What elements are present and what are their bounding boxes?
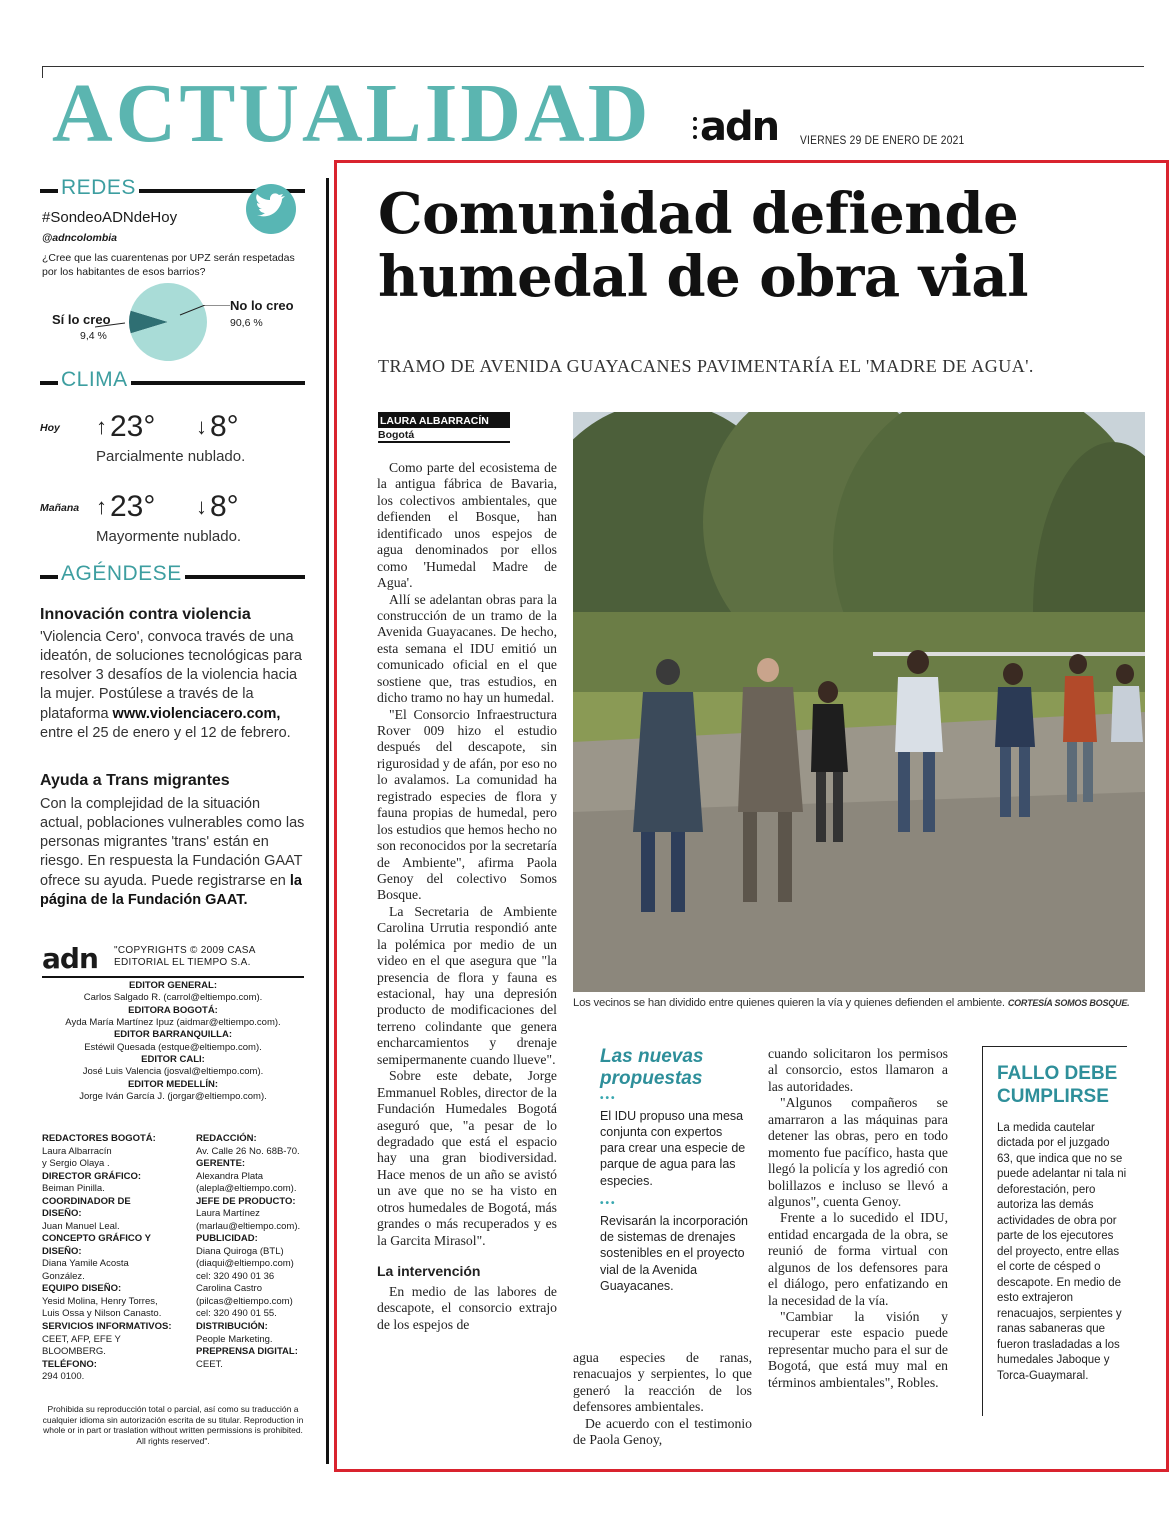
weather-max: 23° [110,490,156,523]
paragraph: "El Consorcio Infraestructura Rover 009 hizo el estudio después del descapote, sin rigurosidad y de afán, por eso no lo avalamos. La comunidad ha registrado especies de flora y fauna propias de humedal, pero los estudios que hemos hecho no son reconocidos por la secretaría de Ambiente", afirma Paola Genoy del colectivo Somos Bosque. [377,706,557,903]
editor-role: EDITOR BARRANQUILLA: [113,1029,233,1041]
proposal-item: Revisarán la incorporación de sistemas de drenajes sostenibles en el proyecto vial de la Avenida Guayacanes. [600,1213,748,1293]
staff-line: Diana Quiroga (BTL) [196,1245,284,1257]
agenda-link[interactable]: www.violenciacero.com, [112,705,281,722]
staff-line: CEET, AFP, EFE Y BLOOMBERG. [42,1333,121,1358]
editor-name: Jorge Iván García J. (jorgar@eltiempo.com). [79,1091,267,1103]
top-rule-tick [42,66,43,78]
column-divider [326,178,329,1464]
issue-date: VIERNES 29 DE ENERO DE 2021 [800,133,965,147]
legal-notice: Prohibida su reproducción total o parcial, así como su traducción a cualquier idioma sin autorización escrita de su titular. Reproduction in whole or in part or traslation without written permissions is prohibited. All rights reserved". [42,1404,304,1446]
editor-name: Carlos Salgado R. (carrol@eltiempo.com). [83,992,263,1004]
agenda-item-title: Ayuda a Trans migrantes [40,772,230,789]
arrow-up-icon: ↑ [96,494,107,519]
staff-line: 294 0100. [42,1371,85,1383]
editor-role: EDITOR CALI: [141,1054,205,1066]
editors-list [42,980,304,1103]
agenda-header [40,562,305,588]
section-title: ACTUALIDAD [52,67,652,160]
agenda-label: AGÉNDESE [58,562,185,586]
staff-role: REDACTORES BOGOTÁ: [42,1133,156,1144]
editor-name: José Luis Valencia (josval@eltiempo.com). [82,1066,264,1078]
staff-line: cel: 320 490 01 55. [196,1308,277,1320]
arrow-down-icon: ↓ [196,494,207,519]
photo-credit: CORTESÍA SOMOS BOSQUE. [1007,998,1130,1008]
paragraph: Frente a lo sucedido el IDU, entidad encargada de la obra, se reunió de forma virtual con algunos de los defensores para el diálogo, pero enfatizando en la necesidad de la vía. [768,1210,948,1308]
staff-line: Beiman Pinilla. [42,1183,105,1195]
poll-yes-value: 9,4 % [80,330,107,342]
redes-label: REDES [58,176,139,200]
staff-role: PREPRENSA DIGITAL: [196,1346,298,1358]
staff-role: DIRECTOR GRÁFICO: [42,1170,142,1182]
article-photo [573,412,1145,992]
ruling-body: La medida cautelar dictada por el juzgado 63, que indica que no se puede adelantar ni tala ni deforestación, pero autoriza las demás actividades de obra por parte de los ejecutores del proyecto, entre ellas el corte de césped o descapote. En medio de esto extrajeron renacuajos, serpientes y ranas sabaneras que fueron trasladadas a los humedales Jaboque y Torca-Guaymaral. [997,1121,1127,1382]
staff-role: GERENTE: [196,1158,246,1170]
staff-line: Juan Manuel Leal. [42,1220,120,1232]
paragraph: agua especies de ranas, renacuajos y serpientes, lo que generó la reacción de los defensores ambientales. [573,1350,752,1415]
staff-line: Laura Albarracín [42,1145,112,1157]
weather-max: 23° [110,410,156,443]
hashtag: #SondeoADNdeHoy [42,209,178,226]
poll-leader-lines [95,305,235,345]
staff-line: People Marketing. [196,1333,273,1345]
staff-line: cel: 320 490 01 36 [196,1270,275,1282]
poll-no-value: 90,6 % [230,317,263,329]
headline: Comunidad defiende humedal de obra vial [378,181,1028,310]
logo-dots [693,117,697,139]
article-column-3 [768,1046,948,1391]
brand-logo [700,104,779,150]
paragraph: Como parte del ecosistema de la antigua fábrica de Bavaria, los colectivos ambientales, que defienden el Bosque, han identificado unos espejos de agua denominados por ellos como 'Humedal Madre de Agua'. [377,460,557,591]
dek: TRAMO DE AVENIDA GUAYACANES PAVIMENTARÍA EL 'MADRE DE AGUA'. [378,356,1034,376]
bullet-dots-icon: ••• [600,1092,617,1104]
arrow-down-icon: ↓ [196,414,207,439]
editor-role: EDITOR MEDELLÍN: [127,1078,219,1090]
clima-label: CLIMA [58,368,131,392]
ruling-box [982,1046,1127,1416]
staff-role: COORDINADOR DE DISEÑO: [42,1195,131,1220]
byline [378,412,510,443]
staff-line: Laura Martínez [196,1208,260,1220]
photo-caption: Los vecinos se han dividido entre quienes quieren la vía y quienes defienden el ambiente. CORTESÍA SOMOS BOSQUE. [573,997,1130,1009]
staff-role: JEFE DE PRODUCTO: [196,1195,296,1207]
staff-list-left [42,1133,172,1384]
paragraph: De acuerdo con el testimonio de Paola Genoy, [573,1415,752,1448]
staff-role: DISTRIBUCIÓN: [196,1320,268,1332]
copyright: "COPYRIGHTS © 2009 CASA EDITORIAL EL TIEMPO S.A. [114,945,256,968]
staff-line: Yesid Molina, Henry Torres, [42,1295,158,1307]
staff-line: Av. Calle 26 No. 68B-70. [196,1145,300,1157]
poll-no-label: No lo creo [230,298,294,313]
editor-name: Estéwil Quesada (estque@eltiempo.com). [84,1041,262,1053]
author: LAURA ALBARRACÍN [378,414,510,428]
staff-line: y Sergio Olaya . [42,1158,110,1170]
proposals-box [600,1046,750,1294]
agenda-link[interactable]: la página de la Fundación GAAT. [40,872,302,908]
poll-question: ¿Cree que las cuarentenas por UPZ serán respetadas por los habitantes de esos barrios? [42,252,295,279]
weather-min: 8° [210,410,239,443]
staff-role: SERVICIOS INFORMATIVOS: [42,1320,172,1332]
staff-role: EQUIPO DISEÑO: [42,1283,122,1295]
staff-line: (marlau@eltiempo.com). [196,1220,301,1232]
weather-day: Mañana [40,502,80,514]
bullet-dots-icon: ••• [600,1197,617,1209]
twitter-icon [242,183,298,235]
imprint-logo: adn [42,942,98,975]
agenda-item-body: 'Violencia Cero', convoca través de una ideatón, de soluciones tecnológicas para resolver 3 desafíos de la violencia hacia la mujer. Postúlese a través de la plataforma www.violenciacero.com, entre el 25 de enero y el 12 de febrero. [40,629,302,741]
staff-line: Luis Ossa y Nilson Canasto. [42,1308,162,1320]
clima-header [40,368,305,394]
editor-name: Ayda María Martínez Ipuz (aidmar@eltiempo.com). [65,1017,281,1029]
paragraph: "Cambiar la visión y recuperar este espacio puede representar mucho para el sur de Bogotá, que está muy mal en términos ambientales", Robles. [768,1309,948,1390]
paragraph: La Secretaria de Ambiente Carolina Urrutia respondió ante la polémica por medio de un video en el que asegura que "la presencia de flora y fauna es estacional, hay una depresión producto de modificaciones del terreno colindante que genera encharcamientos y drenaje semipermanente cuando llueve". [377,903,557,1067]
ruling-title: FALLO DEBE CUMPLIRSE [997,1063,1118,1107]
staff-role: TELÉFONO: [42,1358,97,1370]
editor-role: EDITORA BOGOTÁ: [128,1004,218,1016]
staff-line: (pilcas@eltiempo.com) [196,1295,293,1307]
twitter-handle: @adncolombia [42,232,117,244]
weather-day: Hoy [40,422,60,434]
dateline-city: Bogotá [378,428,510,443]
paragraph: Allí se adelantan obras para la construcción de un tramo de la Avenida Guayacanes. De hecho, esta semana el IDU emitió un comunicado oficial en el que sostiene que, tras estudios, en dicho tramo no hay un humedal. [377,591,557,706]
article-column-2 [573,1350,752,1449]
weather-min: 8° [210,490,239,523]
arrow-up-icon: ↑ [96,414,107,439]
staff-line: (diaqui@eltiempo.com) [196,1258,294,1270]
poll-yes-label: Sí lo creo [52,312,111,327]
paragraph: cuando solicitaron los permisos al consorcio, estos llamaron a las autoridades. [768,1046,948,1094]
editor-role: EDITOR GENERAL: [129,980,217,991]
credits-rule [42,976,304,978]
weather-desc: Mayormente nublado. [96,528,242,545]
staff-role: PUBLICIDAD: [196,1233,258,1245]
paragraph: Sobre este debate, Jorge Emmanuel Robles, director de la Fundación Humedales Bogotá aseguró que, "a pesar de lo degradado que está el espacio hay una gran biodiversidad. Hace menos de un año se avistó un ave que no se ha visto en otros humedales de Bogotá, más grandes o más recuperados y es la Garcita Mirasol". [377,1068,557,1248]
agenda-item-body: Con la complejidad de la situación actual, poblaciones vulnerables como las personas migrantes 'trans' están en riesgo. En respuesta la Fundación GAAT ofrece su ayuda. Puede registrarse en la página de la Fundación GAAT. [40,796,305,908]
staff-line: CEET. [196,1358,223,1370]
article-column-1 [377,460,557,1333]
paragraph: "Algunos compañeros se amarraron a las máquinas para detener las obras, pero en todo momento fue pacífico, hasta que llegó la policía y los agredió con bolillazos e incluso se llevó a algunos", cuenta Genoy. [768,1095,948,1209]
proposal-item: El IDU propuso una mesa conjunta con expertos para crear una especie de parque de agua para las especies. [600,1108,746,1188]
staff-line: Carolina Castro [196,1283,262,1295]
staff-role: CONCEPTO GRÁFICO Y DISEÑO: [42,1233,151,1257]
logo-text: adn [700,104,779,150]
subhead: La intervención [377,1263,481,1279]
staff-line: (alepla@eltiempo.com). [196,1183,297,1195]
agenda-item-title: Innovación contra violencia [40,606,251,623]
weather-desc: Parcialmente nublado. [96,448,246,465]
staff-line: Alexandra Plata [196,1170,264,1182]
staff-list-right [196,1133,326,1371]
staff-role: REDACCIÓN: [196,1133,257,1144]
staff-line: Diana Yamile Acosta González. [42,1258,129,1282]
proposals-title: Las nuevas propuestas [600,1046,704,1089]
paragraph: En medio de las labores de descapote, el consorcio extrajo de los espejos de [377,1283,557,1332]
